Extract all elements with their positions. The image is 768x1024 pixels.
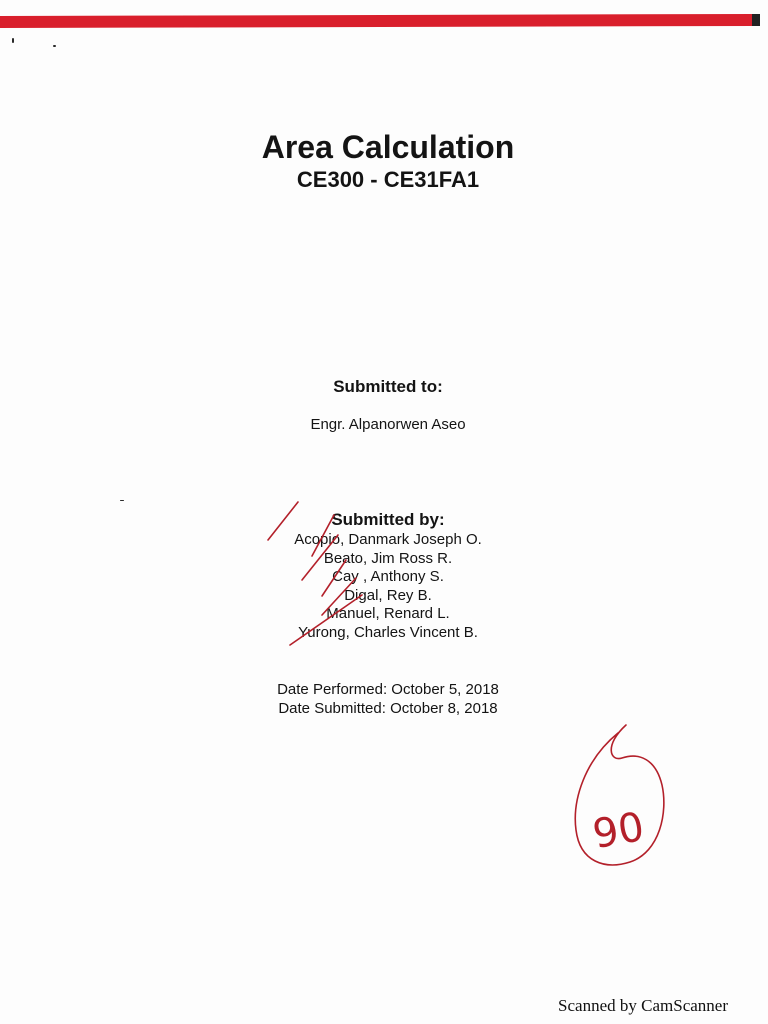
scan-speck — [120, 500, 124, 501]
red-top-band — [0, 14, 760, 28]
grade-mark: 90 — [589, 803, 648, 859]
date-performed: Date Performed: October 5, 2018 — [277, 681, 499, 698]
date-submitted: Date Submitted: October 8, 2018 — [278, 700, 498, 717]
grade-circle-icon — [575, 725, 664, 865]
member-name: Beato, Jim Ross R. — [323, 549, 453, 567]
member-name: Acopio, Danmark Joseph O. — [294, 531, 482, 548]
submitted-to-heading: Submitted to: — [333, 377, 443, 396]
dates-block — [0, 680, 768, 718]
submitted-by-heading: Submitted by: — [331, 510, 445, 529]
member-name: Manuel, Renard L. — [326, 605, 450, 622]
member-list — [0, 531, 768, 642]
scanner-watermark: Scanned by CamScanner — [558, 996, 728, 1015]
recipient-name: Engr. Alpanorwen Aseo — [310, 416, 466, 433]
scan-speck — [12, 38, 14, 43]
member-name: Cay , Anthony S. — [332, 568, 444, 585]
document-title: Area Calculation — [261, 129, 515, 165]
scan-speck — [53, 45, 56, 47]
course-code: CE300 - CE31FA1 — [296, 167, 480, 192]
member-name: Yurong, Charles Vincent B. — [298, 623, 478, 641]
member-name: Digal, Rey B. — [344, 586, 432, 604]
